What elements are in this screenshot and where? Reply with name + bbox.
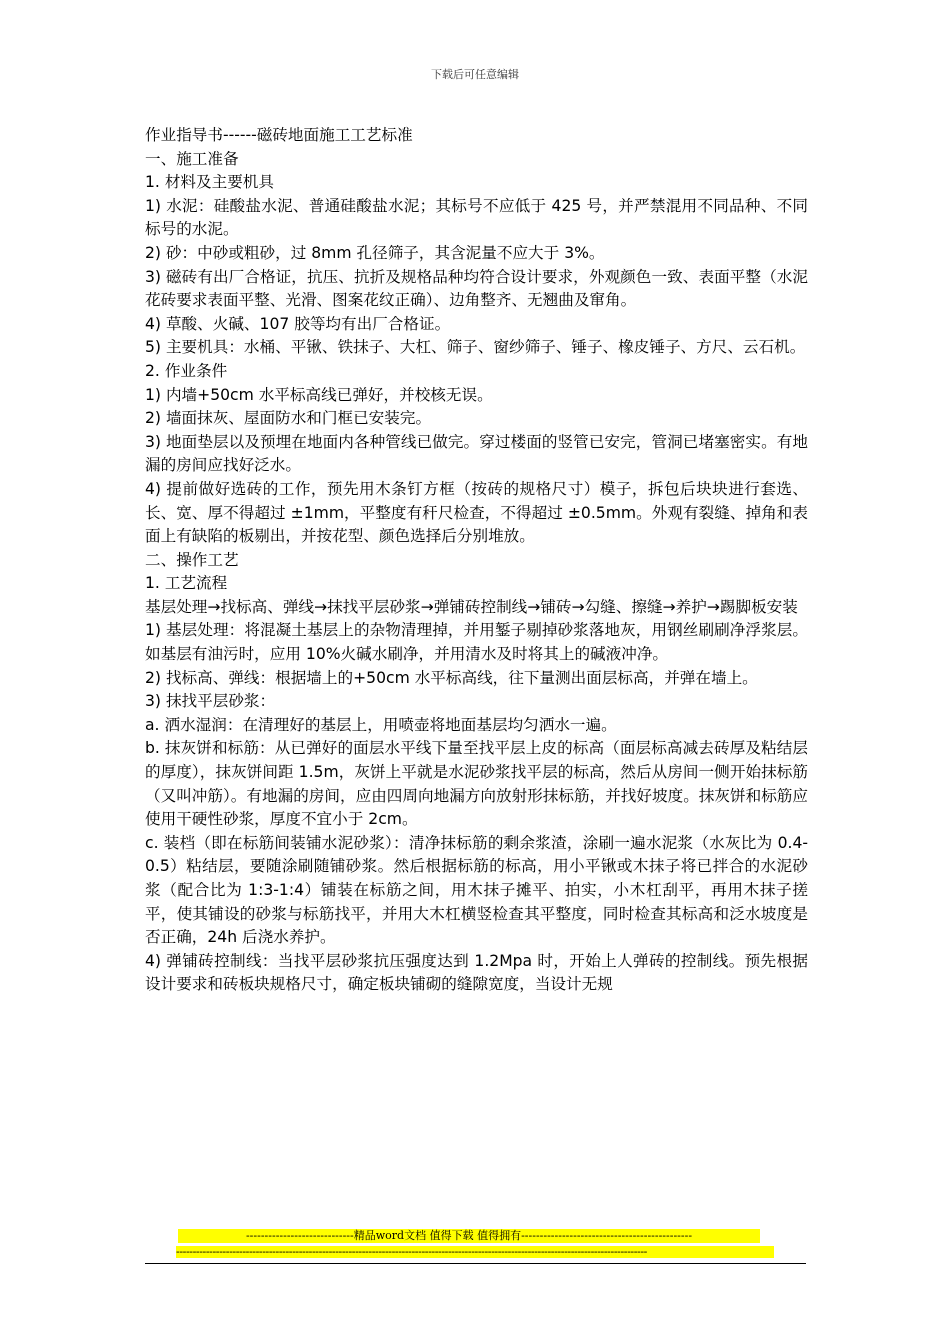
paragraph: 2) 找标高、弹线：根据墙上的+50cm 水平标高线，往下量测出面层标高，并弹在墙上。 [145,668,758,687]
doc-title: 作业指导书------磁砖地面施工工艺标准 [145,126,413,144]
paragraph: 4) 提前做好选砖的工作，预先用木条钉方框（按砖的规格尺寸）模子，拆包后块块进行套选、长、宽、厚不得超过 ±1mm，平整度有秆尺检查，不得超过 ±0.5mm。外观有裂缝、掉角和表面上有缺陷的板剔出，并按花型、颜色选择后分别堆放。 [145,479,808,546]
paragraph: a. 洒水湿润：在清理好的基层上，用喷壶将地面基层均匀洒水一遍。 [145,715,617,734]
paragraph: 5) 主要机具：水桶、平锹、铁抹子、大杠、筛子、窗纱筛子、锤子、橡皮锤子、方尺、云石机。 [145,338,806,357]
subsection-heading: 2. 作业条件 [145,361,228,380]
paragraph: b. 抹灰饼和标筋：从已弹好的面层水平线下量至找平层上皮的标高（面层标高减去砖厚及粘结层的厚度），抹灰饼间距 1.5m，灰饼上平就是水泥砂浆找平层的标高，然后从房间一侧开始抹标筋（又叫冲筋）。有地漏的房间，应由四周向地漏方向放射形抹标筋，并找好坡度。抹灰饼和标筋应使用干硬性砂浆，厚度不宜小于 2cm。 [145,739,808,829]
paragraph: 3) 磁砖有出厂合格证，抗压、抗折及规格品种均符合设计要求，外观颜色一致、表面平整（水泥花砖要求表面平整、光滑、图案花纹正确）、边角整齐、无翘曲及窜角。 [145,267,808,310]
paragraph: 3) 抹找平层砂浆： [145,692,276,711]
paragraph: 4) 弹铺砖控制线：当找平层砂浆抗压强度达到 1.2Mpa 时，开始上人弹砖的控制线。预先根据设计要求和砖板块规格尺寸，确定板块铺砌的缝隙宽度，当设计无规 [145,951,808,994]
footer-dashes: ---------------------------------------------------------------------------------------------------------------------------------------------- [176,1246,774,1258]
paragraph: 1) 水泥：硅酸盐水泥、普通硅酸盐水泥；其标号不应低于 425 号，并严禁混用不同品种、不同标号的水泥。 [145,196,808,239]
paragraph: 4) 草酸、火碱、107 胶等均有出厂合格证。 [145,314,451,333]
paragraph: 1) 内墙+50cm 水平标高线已弹好，并校核无误。 [145,385,493,404]
subsection-heading: 1. 材料及主要机具 [145,173,274,192]
section-heading: 二、操作工艺 [145,550,239,569]
paragraph: 3) 地面垫层以及预埋在地面内各种管线已做完。穿过楼面的竖管已安完，管洞已堵塞密实。有地漏的房间应找好泛水。 [145,432,808,475]
paragraph: 1) 基层处理：将混凝土基层上的杂物清理掉，并用錾子剔掉砂浆落地灰，用钢丝刷刷净浮浆层。如基层有油污时，应用 10%火碱水刷净，并用清水及时将其上的碱液冲净。 [145,621,808,664]
paragraph: c. 装档（即在标筋间装铺水泥砂浆）：清净抹标筋的剩余浆渣，涂刷一遍水泥浆（水灰比为 0.4-0.5）粘结层，要随涂刷随铺砂浆。然后根据标筋的标高，用小平锹或木抹子将已拌合的水泥砂浆（配合比为 1:3-1:4）铺装在标筋之间，用木抹子摊平、拍实，小木杠刮平，再用木抹子搓平，使其铺设的砂浆与标筋找平，并用大木杠横竖检查其平整度，同时检查其标高和泛水坡度是否正确，24h 后浇水养护。 [145,833,808,947]
section-heading: 一、施工准备 [145,149,239,168]
paragraph: 2) 砂：中砂或粗砂，过 8mm 孔径筛子，其含泥量不应大于 3%。 [145,243,605,262]
paragraph: 2) 墙面抹灰、屋面防水和门框已安装完。 [145,409,432,428]
document-body [145,124,808,997]
footer-rule [145,1263,806,1264]
paragraph: 基层处理→找标高、弹线→抹找平层砂浆→弹铺砖控制线→铺砖→勾缝、擦缝→养护→踢脚板安装 [145,597,798,616]
subsection-heading: 1. 工艺流程 [145,574,228,593]
footer-banner: -----------------------------精品word文档 值得下载 值得拥有---------------------------------------------- [178,1229,760,1243]
page-header: 下载后可任意编辑 [431,68,519,81]
